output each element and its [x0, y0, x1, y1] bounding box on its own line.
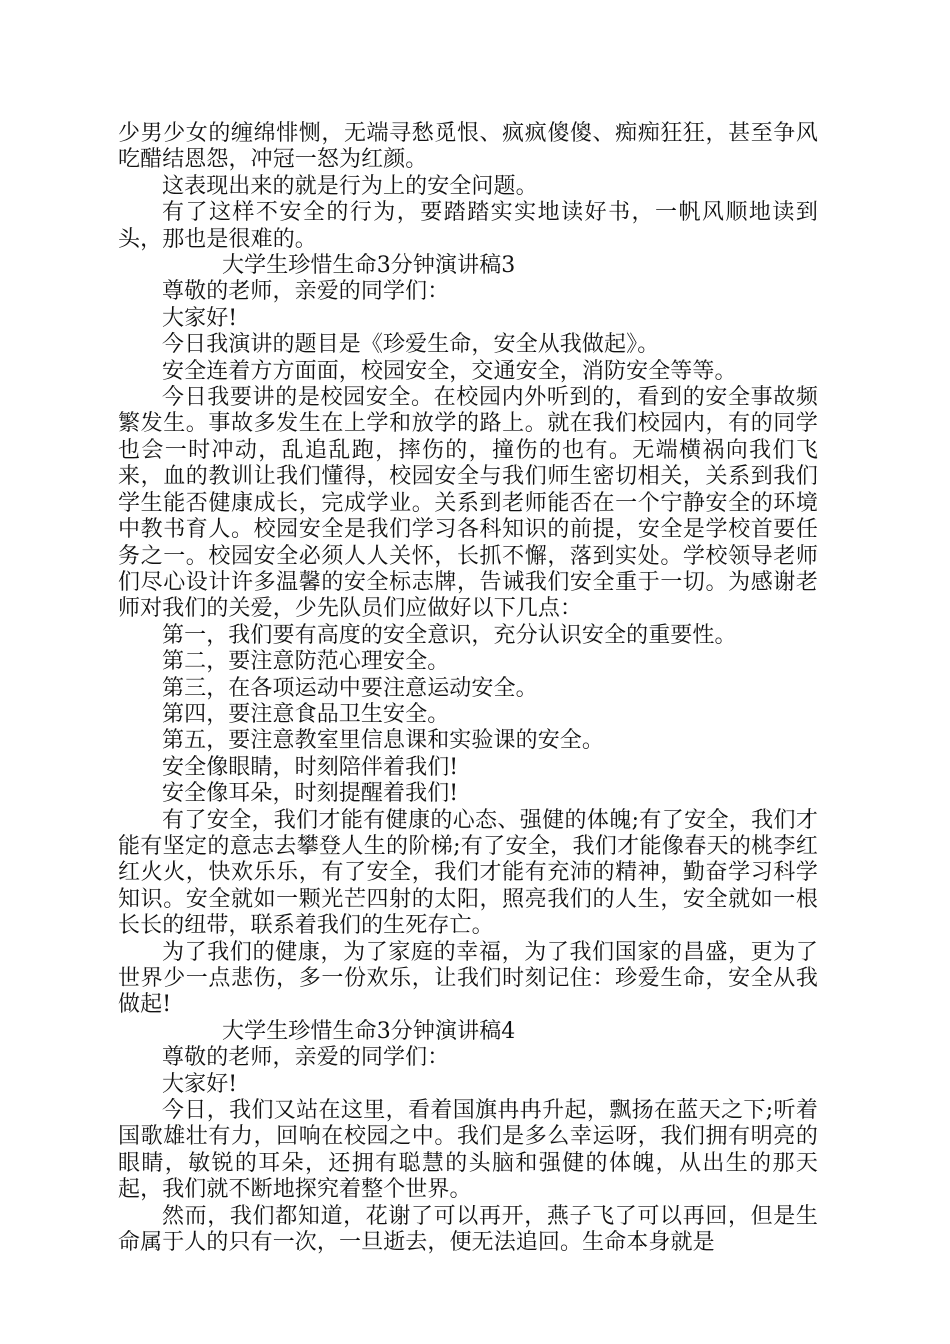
- section-heading: 大学生珍惜生命3分钟演讲稿3: [222, 253, 516, 279]
- paragraph: 安全像耳朵，时刻提醒着我们!: [162, 781, 459, 807]
- paragraph: 安全像眼睛，时刻陪伴着我们!: [162, 754, 459, 780]
- list-item: 第四，要注意食品卫生安全。: [162, 701, 450, 727]
- salutation: 尊敬的老师，亲爱的同学们：: [162, 279, 450, 305]
- section-heading: 大学生珍惜生命3分钟演讲稿4: [222, 1018, 516, 1044]
- paragraph: 有了安全，我们才能有健康的心态、强健的体魄;有了安全，我们才能有坚定的意志去攀登人生的阶梯;有了安全，我们才能像春天的桃李红红火火，快欢乐乐，有了安全，我们才能有充沛的精神，勤奋学习科学知识。安全就如一颗光芒四射的太阳，照亮我们的人生，安全就如一根长长的纽带，联系着我们的生死存亡。: [118, 807, 818, 939]
- salutation: 尊敬的老师，亲爱的同学们：: [162, 1045, 450, 1071]
- paragraph: 有了这样不安全的行为，要踏踏实实地读好书，一帆风顺地读到头，那也是很难的。: [118, 200, 818, 252]
- paragraph: 今日，我们又站在这里，看着国旗冉冉升起，飘扬在蓝天之下;听着国歌雄壮有力，回响在校园之中。我们是多么幸运呀，我们拥有明亮的眼睛，敏锐的耳朵，还拥有聪慧的头脑和强健的体魄，从出生的那天起，我们就不断地探究着整个世界。: [118, 1098, 818, 1203]
- greeting: 大家好!: [162, 305, 238, 331]
- list-item: 第三，在各项运动中要注意运动安全。: [162, 675, 538, 701]
- paragraph: 安全连着方方面面，校园安全，交通安全，消防安全等等。: [162, 358, 737, 384]
- paragraph: 今日我演讲的题目是《珍爱生命，安全从我做起》。: [162, 332, 660, 358]
- paragraph: 今日我要讲的是校园安全。在校园内外听到的，看到的安全事故频繁发生。事故多发生在上学和放学的路上。就在我们校园内，有的同学也会一时冲动，乱追乱跑，摔伤的，撞伤的也有。无端横祸向我们飞来，血的教训让我们懂得，校园安全与我们师生密切相关，关系到我们学生能否健康成长，完成学业。关系到老师能否在一个宁静安全的环境中教书育人。校园安全是我们学习各科知识的前提，安全是学校首要任务之一。校园安全必须人人关怀，长抓不懈，落到实处。学校领导老师们尽心设计许多温馨的安全标志牌，告诫我们安全重于一切。为感谢老师对我们的关爱，少先队员们应做好以下几点：: [118, 385, 818, 622]
- paragraph: 为了我们的健康，为了家庭的幸福，为了我们国家的昌盛，更为了世界少一点悲伤，多一份欢乐，让我们时刻记住：珍爱生命，安全从我做起!: [118, 939, 818, 1018]
- greeting: 大家好!: [162, 1071, 238, 1097]
- list-item: 第一，我们要有高度的安全意识，充分认识安全的重要性。: [162, 622, 737, 648]
- paragraph: 少男少女的缠绵悱恻，无端寻愁觅恨、疯疯傻傻、痴痴狂狂，甚至争风吃醋结恩怨，冲冠一怒为红颜。: [118, 121, 818, 173]
- paragraph: 这表现出来的就是行为上的安全问题。: [162, 173, 538, 199]
- list-item: 第五，要注意教室里信息课和实验课的安全。: [162, 728, 605, 754]
- list-item: 第二，要注意防范心理安全。: [162, 649, 450, 675]
- document-page: [118, 121, 818, 1256]
- paragraph: 然而，我们都知道，花谢了可以再开，燕子飞了可以再回，但是生命属于人的只有一次，一旦逝去，便无法追回。生命本身就是: [118, 1203, 818, 1256]
